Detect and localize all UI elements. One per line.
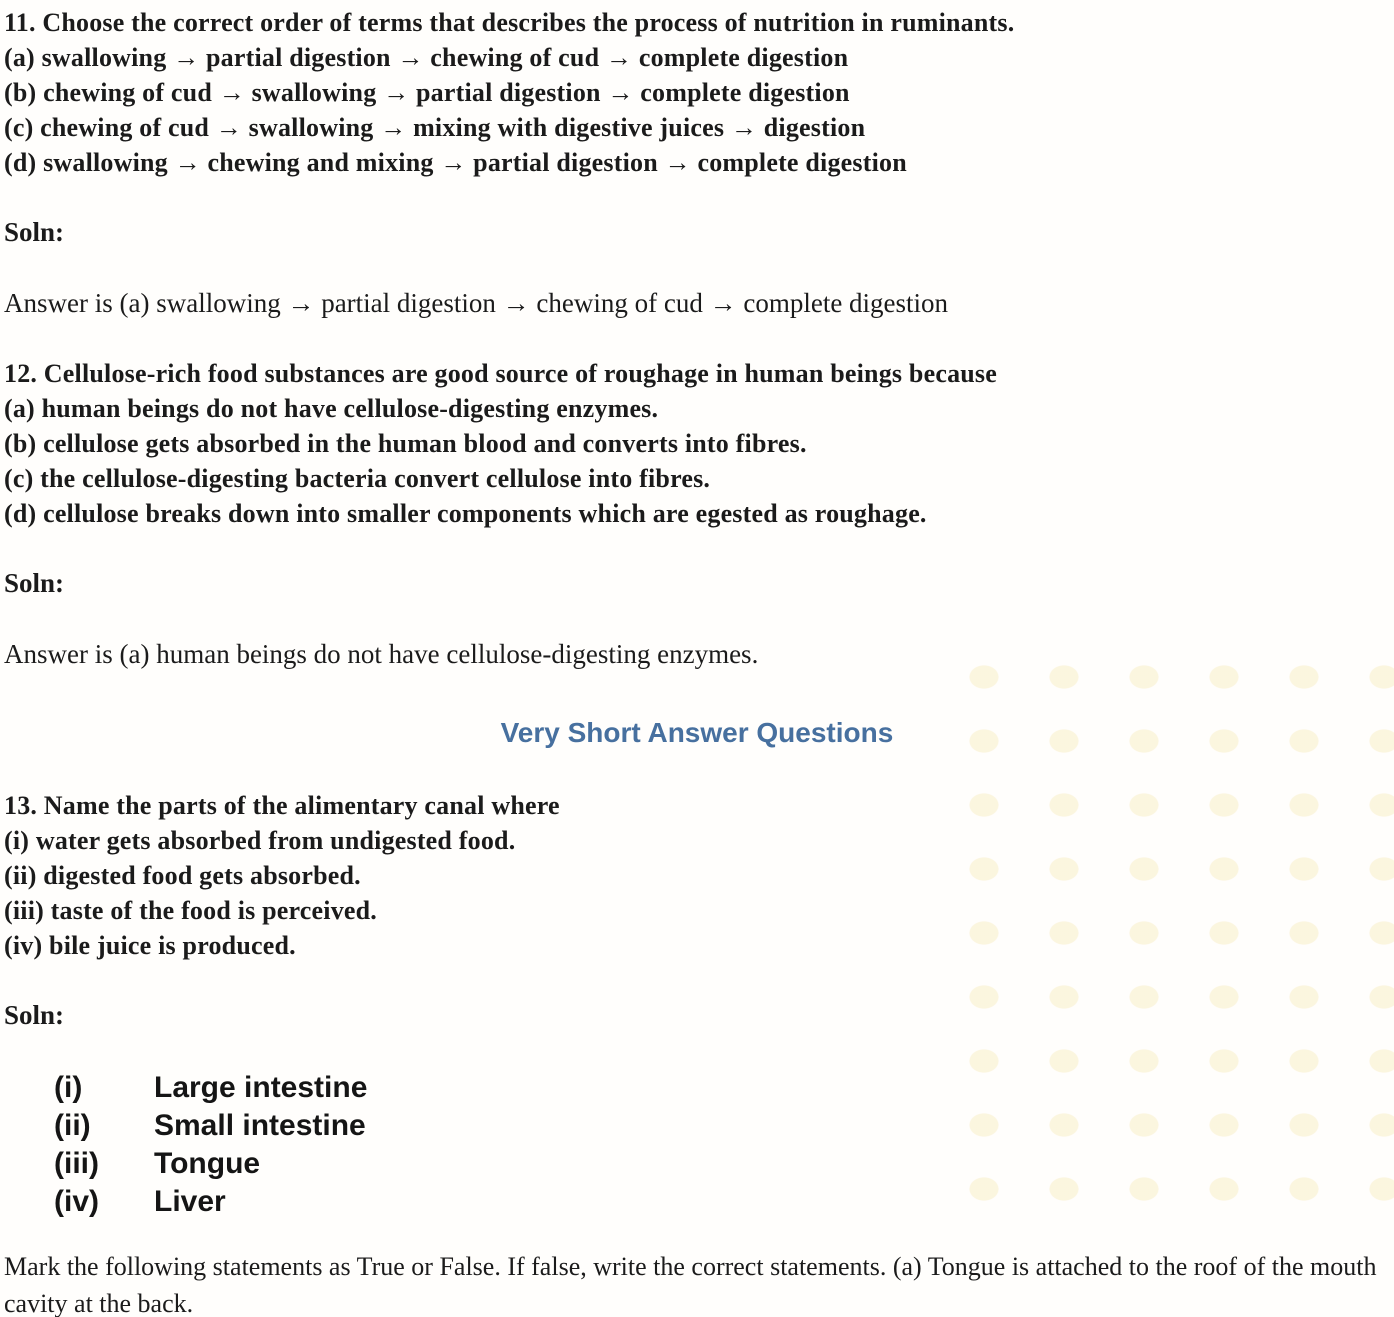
answer-text: Tongue [154,1147,261,1180]
answer-text: Liver [154,1185,226,1218]
section-heading-very-short-answer: Very Short Answer Questions [500,717,894,748]
question-11-option-c: (c) chewing of cud → swallowing → mixing with digestive juices → digestion [4,113,866,142]
question-11-soln-label: Soln: [4,217,65,247]
question-12-text: 12. Cellulose-rich food substances are good source of roughage in human beings because [4,359,997,388]
answer-row-i [54,1069,1390,1107]
question-12-soln-label: Soln: [4,568,65,598]
question-12-option-a: (a) human beings do not have cellulose-digesting enzymes. [4,394,659,423]
question-12-option-c: (c) the cellulose-digesting bacteria convert cellulose into fibres. [4,464,711,493]
question-11-option-d: (d) swallowing → chewing and mixing → partial digestion → complete digestion [4,148,907,177]
question-11-block [4,5,1390,180]
question-12-answer: Answer is (a) human beings do not have cellulose-digesting enzymes. [4,639,759,669]
question-13-answer-list [4,1069,1390,1221]
question-12-option-d: (d) cellulose breaks down into smaller components which are egested as roughage. [4,499,927,528]
question-13-text: 13. Name the parts of the alimentary canal where [4,791,560,820]
question-13-block [4,788,1390,963]
question-13-sub-iv: (iv) bile juice is produced. [4,931,296,960]
answer-marker: (iii) [54,1147,99,1180]
question-11-answer: Answer is (a) swallowing → partial digestion → chewing of cud → complete digestion [4,288,949,318]
question-12-block [4,356,1390,531]
question-11-text: 11. Choose the correct order of terms that describes the process of nutrition in ruminants. [4,8,1015,37]
answer-row-iv [54,1183,1390,1221]
answer-marker: (iv) [54,1185,99,1218]
question-13-sub-ii: (ii) digested food gets absorbed. [4,861,361,890]
question-12-option-b: (b) cellulose gets absorbed in the human blood and converts into fibres. [4,429,807,458]
question-13-sub-i: (i) water gets absorbed from undigested food. [4,826,516,855]
true-false-instruction: Mark the following statements as True or False. If false, write the correct statements. (a) Tongue is attached to the roof of the mouth cavity at the back. [4,1252,1377,1317]
answer-marker: (i) [54,1071,83,1104]
answer-text: Large intestine [154,1071,368,1104]
question-11-option-b: (b) chewing of cud → swallowing → partial digestion → complete digestion [4,78,850,107]
answer-text: Small intestine [154,1109,366,1142]
question-13-soln-label: Soln: [4,1000,65,1030]
answer-row-ii [54,1107,1390,1145]
question-13-sub-iii: (iii) taste of the food is perceived. [4,896,378,925]
answer-marker: (ii) [54,1109,91,1142]
answer-row-iii [54,1145,1390,1183]
question-11-option-a: (a) swallowing → partial digestion → chewing of cud → complete digestion [4,43,849,72]
